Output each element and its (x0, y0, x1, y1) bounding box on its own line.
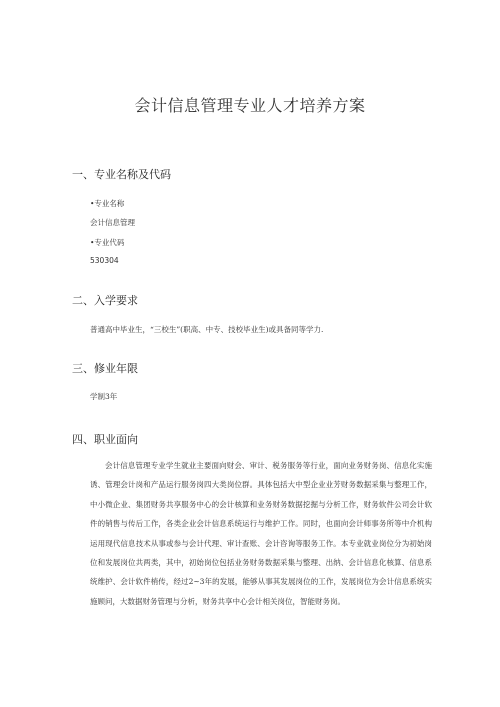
section-1-line-2: 会计信息管理 (90, 218, 135, 227)
section-heading-4: 四、职业面向 (72, 433, 138, 446)
section-heading-3: 三、修业年限 (72, 362, 138, 375)
section-heading-2: 二、入学要求 (72, 294, 138, 307)
section-2-line-1: 普通高中毕业生，“三校生”(职高、中专、技校毕业生)或具备同等学力. (90, 325, 324, 334)
section-heading-1: 一、专业名称及代码 (72, 168, 171, 181)
section-3-line-1: 学制3年 (90, 392, 118, 401)
section-1-line-3: •专业代码 (90, 238, 125, 247)
section-4-paragraph: 会计信息管理专业学生就业主要面向财会、审计、税务服务等行业，面向业务财务岗、信息化实施诱、管理会计岗和产品运行服务岗四大类岗位群。具体包括大中型企业业芳财务数据采集与整理工作，中小微企业、集团财务共享服务中心的会计核算和业务财务数据挖掘与分析工作，财务软件公司会计软件的销售与传后工作，各类企业会计信息系统运行与维护工作。同时，也面向会计师事务所等中介机构运用现代信息技术从事或参与会计代理、审计查账、会计咨询等服务工作。本专业就业岗位分为初始岗位和发展岗位共两类，其中，初始岗位包括业务财务数据采集与整理、出纳、会计信息化核算、信息系统维护、会计软件梢传，经过2~3年的发展，能够从事其发展岗位的工作，发展岗位为会计信息系统实施顾问，大数据财务管理与分析，财务共享中心会计相关岗位，智能财务岗。 (90, 461, 432, 606)
section-1-line-4: 530304 (90, 256, 119, 265)
section-1-line-1: •专业名称 (90, 199, 125, 208)
document-title: 会计信息管理专业人才培养方案 (134, 96, 366, 115)
